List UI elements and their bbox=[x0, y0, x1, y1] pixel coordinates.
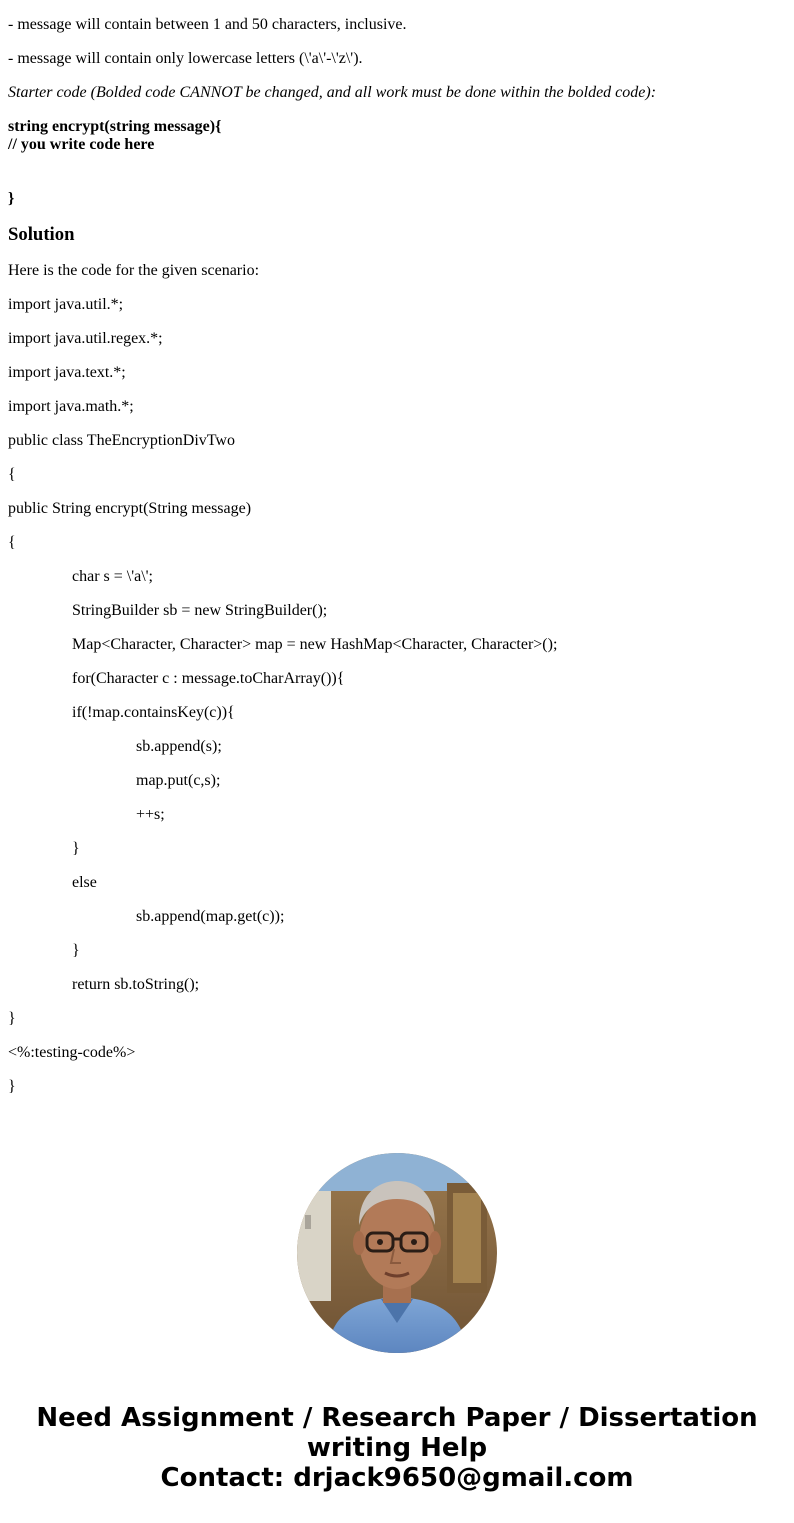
promo-contact: Contact: drjack9650@gmail.com bbox=[160, 1463, 634, 1493]
promo-line-1: Need Assignment / Research Paper / Dissertation bbox=[36, 1403, 758, 1433]
code-line: return sb.toString(); bbox=[72, 976, 200, 993]
code-line: sb.append(map.get(c)); bbox=[136, 908, 285, 925]
code-line: } bbox=[8, 1078, 16, 1095]
constraint-length: - message will contain between 1 and 50 characters, inclusive. bbox=[8, 16, 407, 33]
starter-code-comment: // you write code here bbox=[8, 136, 155, 153]
code-line: } bbox=[8, 1010, 16, 1027]
code-line: import java.util.*; bbox=[8, 296, 124, 313]
solution-code bbox=[8, 296, 786, 1096]
code-line: <%:testing-code%> bbox=[8, 1044, 136, 1061]
code-line: public String encrypt(String message) bbox=[8, 500, 252, 517]
code-line: map.put(c,s); bbox=[136, 772, 221, 789]
starter-code-blank-line bbox=[8, 172, 786, 190]
code-line: import java.math.*; bbox=[8, 398, 134, 415]
code-line: StringBuilder sb = new StringBuilder(); bbox=[72, 602, 328, 619]
promo-line-2: writing Help bbox=[306, 1433, 488, 1463]
code-line: import java.util.regex.*; bbox=[8, 330, 163, 347]
code-line: ++s; bbox=[136, 806, 165, 823]
promo-banner bbox=[0, 1403, 794, 1493]
code-line: { bbox=[8, 466, 16, 483]
starter-code-signature: string encrypt(string message){ bbox=[8, 118, 222, 135]
solution-intro: Here is the code for the given scenario: bbox=[8, 262, 260, 279]
code-line: public class TheEncryptionDivTwo bbox=[8, 432, 235, 449]
code-line: Map<Character, Character> map = new HashMap<Character, Character>(); bbox=[72, 636, 558, 653]
code-line: import java.text.*; bbox=[8, 364, 126, 381]
code-line: if(!map.containsKey(c)){ bbox=[72, 704, 235, 721]
constraint-lowercase: - message will contain only lowercase letters (\'a\'-\'z\'). bbox=[8, 50, 363, 67]
starter-code-intro: Starter code (Bolded code CANNOT be changed, and all work must be done within the bolded code): bbox=[8, 84, 657, 101]
author-photo bbox=[297, 1153, 497, 1353]
code-line: for(Character c : message.toCharArray()){ bbox=[72, 670, 345, 687]
code-line: { bbox=[8, 534, 16, 551]
code-line: } bbox=[72, 840, 80, 857]
starter-code-block bbox=[8, 118, 786, 208]
code-line: } bbox=[72, 942, 80, 959]
starter-code-blank-line bbox=[8, 154, 786, 172]
code-line: char s = \'a\'; bbox=[72, 568, 153, 585]
code-line: sb.append(s); bbox=[136, 738, 222, 755]
starter-code-closing-brace: } bbox=[8, 190, 15, 207]
solution-heading: Solution bbox=[8, 224, 75, 245]
code-line: else bbox=[72, 874, 97, 891]
